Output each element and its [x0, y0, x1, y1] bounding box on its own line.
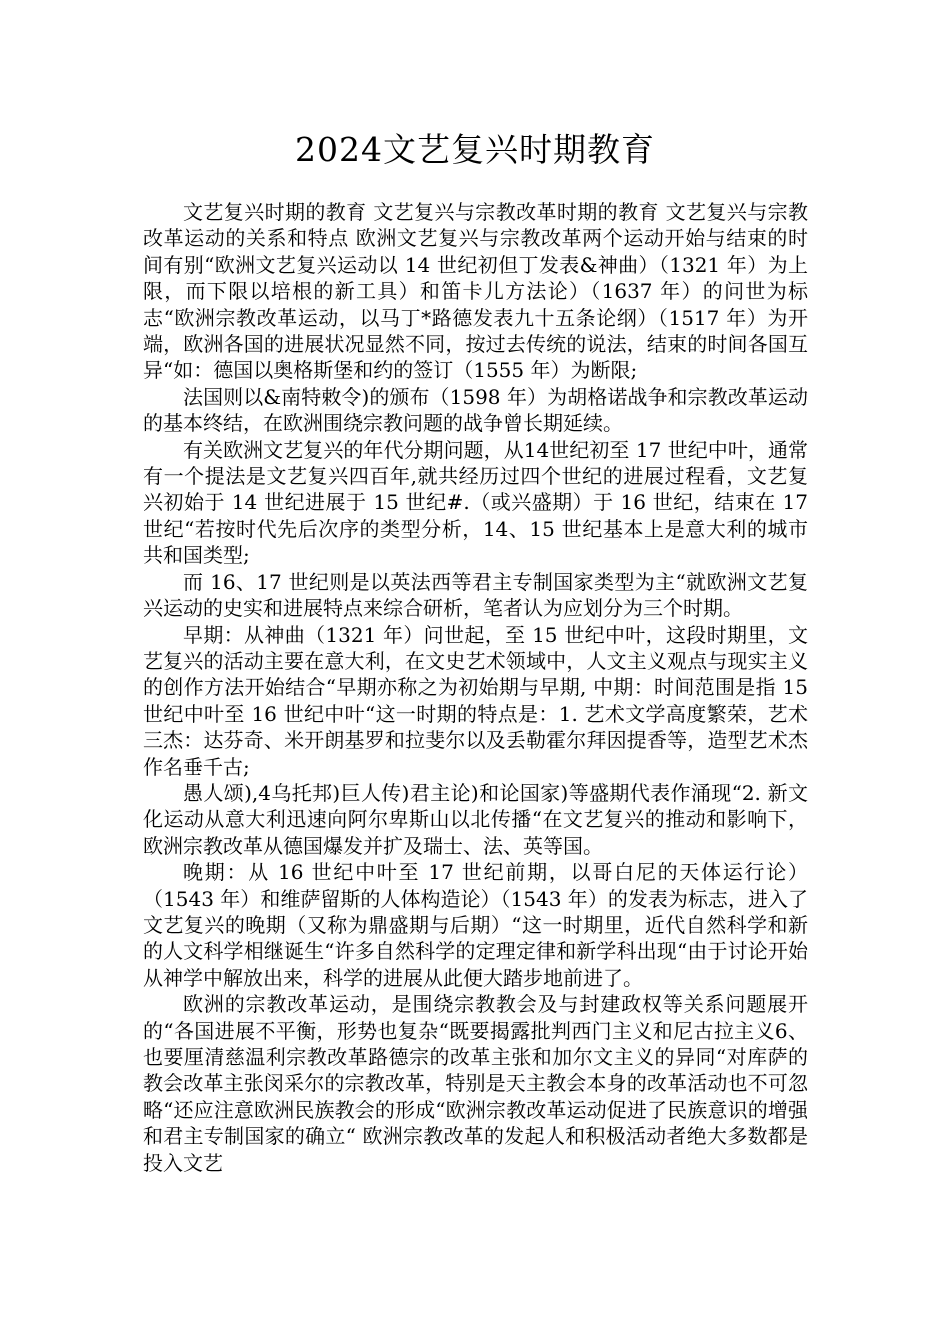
- paragraph: 而 16、17 世纪则是以英法西等君主专制国家类型为主“就欧洲文艺复兴运动的史实和进展特点来综合研析，笔者认为应划分为三个时期。: [143, 569, 808, 621]
- paragraph: 愚人颂),4乌托邦)巨人传)君主论)和论国家)等盛期代表作涌现“2. 新文化运动从意大利迅速向阿尔卑斯山以北传播“在文艺复兴的推动和影响下，欧洲宗教改革从德国爆发并扩及瑞士、法、英等国。: [143, 780, 808, 858]
- paragraph: 文艺复兴时期的教育 文艺复兴与宗教改革时期的教育 文艺复兴与宗教改革运动的关系和特点 欧洲文艺复兴与宗教改革两个运动开始与结束的时间有别“欧洲文艺复兴运动以 14 世纪初但丁发表&神曲）（1321 年）为上限，而下限以培根的新工具）和笛卡儿方法论）（1637 年）的问世为标志“欧洲宗教改革运动，以马丁*路德发表九十五条论纲）（1517 年）为开端，欧洲各国的进展状况显然不同，按过去传统的说法，结束的时间各国互异“如：德国以奥格斯堡和约的签订（1555 年）为断限;: [143, 200, 808, 383]
- document-title: 2024文艺复兴时期教育: [295, 130, 655, 169]
- paragraph: 欧洲的宗教改革运动，是围绕宗教教会及与封建政权等关系问题展开的“各国进展不平衡，形势也复杂“既要揭露批判西门主义和尼古拉主义6、也要厘清慈温利宗教改革路德宗的改革主张和加尔文主义的异同“对库萨的教会改革主张闵采尔的宗教改革，特别是天主教会本身的改革活动也不可忽略“还应注意欧洲民族教会的形成“欧洲宗教改革运动促进了民族意识的增强和君主专制国家的确立“ 欧洲宗教改革的发起人和积极活动者绝大多数都是投入文艺: [143, 992, 808, 1175]
- paragraph: 晚期：从 16 世纪中叶至 17 世纪前期，以哥白尼的天体运行论）（1543 年）和维萨留斯的人体构造论）（1543 年）的发表为标志，进入了文艺复兴的晚期（又称为鼎盛期与后期）“这一时期里，近代自然科学和新的人文科学相继诞生“许多自然科学的定理定律和新学科出现“由于讨论开始从神学中解放出来，科学的进展从此便大踏步地前进了。: [143, 860, 808, 990]
- document-body: [143, 199, 808, 1176]
- paragraph: 早期：从神曲（1321 年）问世起，至 15 世纪中叶，这段时期里，文艺复兴的活动主要在意大利，在文史艺术领域中，人文主义观点与现实主义的创作方法开始结合“早期亦称之为初始期与早期, 中期：时间范围是指 15 世纪中叶至 16 世纪中叶“这一时期的特点是：1. 艺术文学高度繁荣，艺术三杰：达芬奇、米开朗基罗和拉斐尔以及丢勒霍尔拜因提香等，造型艺术杰作名垂千古;: [143, 622, 808, 779]
- paragraph: 法国则以&南特敕令)的颁布（1598 年）为胡格诺战争和宗教改革运动的基本终结，在欧洲围绕宗教问题的战争曾长期延续。: [143, 384, 808, 436]
- paragraph: 有关欧洲文艺复兴的年代分期问题，从14世纪初至 17 世纪中叶，通常有一个提法是文艺复兴四百年,就共经历过四个世纪的进展过程看，文艺复兴初始于 14 世纪进展于 15 世纪#.（或兴盛期）于 16 世纪，结束在 17 世纪“若按时代先后次序的类型分析，14、15 世纪基本上是意大利的城市共和国类型;: [143, 437, 808, 568]
